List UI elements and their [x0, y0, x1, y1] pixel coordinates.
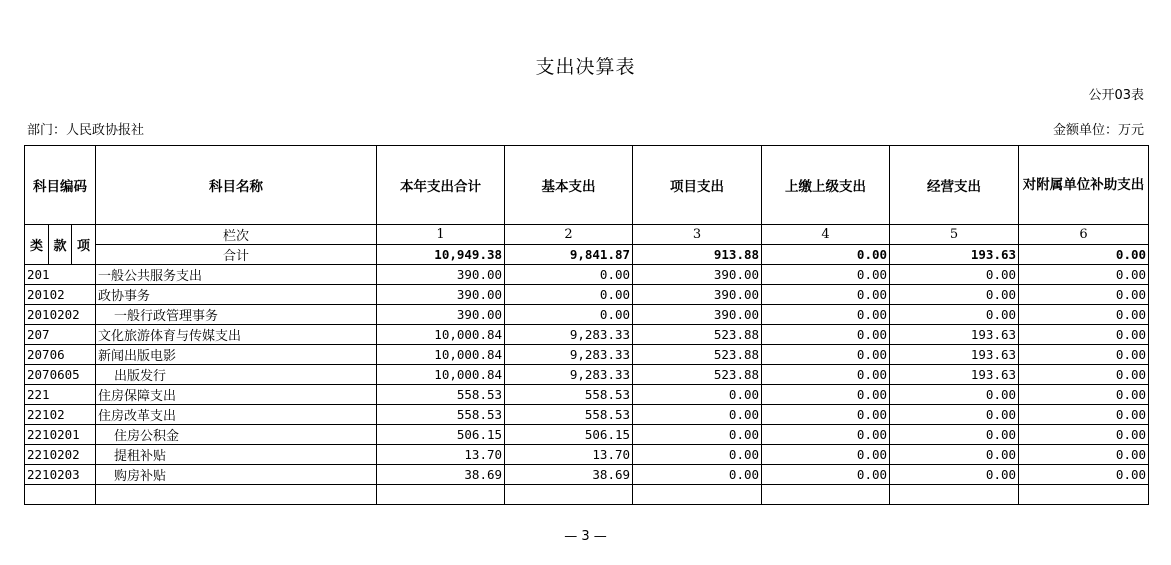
row-value: 0.00: [1019, 445, 1149, 465]
page-number: — 3 —: [564, 529, 607, 544]
row-value: 0.00: [762, 445, 890, 465]
header-col-1: 本年支出合计: [377, 146, 505, 225]
row-name: 新闻出版电影: [96, 345, 377, 365]
table-row: [25, 285, 1149, 305]
row-value: 0.00: [890, 405, 1019, 425]
total-value: 10,949.38: [377, 245, 505, 265]
row-code: 2070605: [25, 365, 96, 385]
row-code: 2010202: [25, 305, 96, 325]
row-name: 文化旅游体育与传媒支出: [96, 325, 377, 345]
header-xiang: 项: [72, 225, 96, 265]
row-name: 提租补贴: [96, 445, 377, 465]
row-value: 0.00: [633, 405, 762, 425]
total-value: 0.00: [762, 245, 890, 265]
row-value: 390.00: [377, 305, 505, 325]
row-value: 193.63: [890, 365, 1019, 385]
header-name: 科目名称: [96, 146, 377, 225]
row-value: 0.00: [890, 445, 1019, 465]
row-value: 558.53: [377, 385, 505, 405]
row-value: 506.15: [505, 425, 633, 445]
table-row: [25, 305, 1149, 325]
col-num: 3: [633, 225, 762, 245]
header-col-3: 项目支出: [633, 146, 762, 225]
row-value: 0.00: [890, 465, 1019, 485]
row-value: 0.00: [1019, 385, 1149, 405]
table-row: [25, 405, 1149, 425]
row-value: 0.00: [762, 325, 890, 345]
col-num: 1: [377, 225, 505, 245]
row-code: 2210202: [25, 445, 96, 465]
row-value: 38.69: [505, 465, 633, 485]
row-value: 558.53: [377, 405, 505, 425]
row-value: 193.63: [890, 345, 1019, 365]
row-value: 0.00: [1019, 325, 1149, 345]
row-value: 193.63: [890, 325, 1019, 345]
total-value: 193.63: [890, 245, 1019, 265]
header-col-4: 上缴上级支出: [762, 146, 890, 225]
row-code: 20706: [25, 345, 96, 365]
header-kuan: 款: [49, 225, 72, 265]
row-name: 住房保障支出: [96, 385, 377, 405]
table-row: [25, 425, 1149, 445]
row-value: 0.00: [633, 465, 762, 485]
row-code: 201: [25, 265, 96, 285]
row-value: 558.53: [505, 385, 633, 405]
row-name: 住房改革支出: [96, 405, 377, 425]
row-code: 207: [25, 325, 96, 345]
row-value: 38.69: [377, 465, 505, 485]
row-value: 9,283.33: [505, 365, 633, 385]
department-label: 部门：人民政协报社: [27, 123, 145, 138]
lanci-label: 栏次: [96, 225, 377, 245]
header-col-5: 经营支出: [890, 146, 1019, 225]
header-code: 科目编码: [25, 146, 96, 225]
row-name: 一般行政管理事务: [96, 305, 377, 325]
row-value: 0.00: [505, 285, 633, 305]
row-value: 13.70: [377, 445, 505, 465]
row-value: 523.88: [633, 325, 762, 345]
row-value: 0.00: [1019, 465, 1149, 485]
table-row: [25, 445, 1149, 465]
row-value: 390.00: [377, 265, 505, 285]
header-lei: 类: [25, 225, 49, 265]
col-num: 6: [1019, 225, 1149, 245]
table-row: [25, 345, 1149, 365]
row-value: 10,000.84: [377, 345, 505, 365]
row-value: 0.00: [1019, 405, 1149, 425]
row-value: 390.00: [377, 285, 505, 305]
row-value: 0.00: [1019, 305, 1149, 325]
row-name: 出版发行: [96, 365, 377, 385]
table-body: [25, 265, 1149, 505]
row-value: 9,283.33: [505, 325, 633, 345]
row-value: 0.00: [762, 265, 890, 285]
row-value: 0.00: [633, 385, 762, 405]
table-row: [25, 265, 1149, 285]
col-num: 5: [890, 225, 1019, 245]
total-value: 9,841.87: [505, 245, 633, 265]
row-value: 390.00: [633, 285, 762, 305]
row-value: 0.00: [1019, 265, 1149, 285]
row-value: 13.70: [505, 445, 633, 465]
row-value: 0.00: [762, 465, 890, 485]
total-value: 913.88: [633, 245, 762, 265]
row-value: 0.00: [762, 285, 890, 305]
table-row: [25, 465, 1149, 485]
row-value: 390.00: [633, 265, 762, 285]
row-code: 20102: [25, 285, 96, 305]
col-num: 2: [505, 225, 633, 245]
row-code: 2210203: [25, 465, 96, 485]
row-value: 0.00: [890, 265, 1019, 285]
row-code: 221: [25, 385, 96, 405]
row-value: 0.00: [1019, 365, 1149, 385]
row-value: 9,283.33: [505, 345, 633, 365]
row-value: 0.00: [762, 345, 890, 365]
expenditure-table: [24, 145, 1149, 505]
row-value: 0.00: [890, 305, 1019, 325]
total-value: 0.00: [1019, 245, 1149, 265]
row-name: 购房补贴: [96, 465, 377, 485]
row-name: 政协事务: [96, 285, 377, 305]
row-value: 0.00: [633, 425, 762, 445]
row-value: 0.00: [505, 265, 633, 285]
row-value: 10,000.84: [377, 325, 505, 345]
row-code: 22102: [25, 405, 96, 425]
row-value: 523.88: [633, 345, 762, 365]
row-value: 0.00: [1019, 345, 1149, 365]
row-value: 0.00: [633, 445, 762, 465]
table-row: [25, 325, 1149, 345]
empty-row: [25, 485, 1149, 505]
total-label: 合计: [96, 245, 377, 265]
row-value: 0.00: [762, 365, 890, 385]
row-value: 0.00: [762, 425, 890, 445]
row-value: 558.53: [505, 405, 633, 425]
row-value: 0.00: [890, 385, 1019, 405]
header-col-2: 基本支出: [505, 146, 633, 225]
table-row: [25, 365, 1149, 385]
row-value: 0.00: [505, 305, 633, 325]
row-name: 一般公共服务支出: [96, 265, 377, 285]
row-value: 0.00: [762, 385, 890, 405]
row-value: 0.00: [1019, 425, 1149, 445]
page-title: 支出决算表: [535, 56, 636, 78]
table-row: [25, 385, 1149, 405]
row-value: 523.88: [633, 365, 762, 385]
col-num: 4: [762, 225, 890, 245]
header-col-6: 对附属单位补助支出: [1019, 146, 1149, 225]
row-value: 0.00: [762, 305, 890, 325]
form-number: 公开03表: [1088, 88, 1144, 103]
row-name: 住房公积金: [96, 425, 377, 445]
row-value: 0.00: [890, 285, 1019, 305]
row-value: 0.00: [890, 425, 1019, 445]
row-value: 10,000.84: [377, 365, 505, 385]
row-value: 506.15: [377, 425, 505, 445]
row-value: 0.00: [762, 405, 890, 425]
row-code: 2210201: [25, 425, 96, 445]
unit-label: 金额单位：万元: [1052, 123, 1144, 138]
row-value: 0.00: [1019, 285, 1149, 305]
row-value: 390.00: [633, 305, 762, 325]
